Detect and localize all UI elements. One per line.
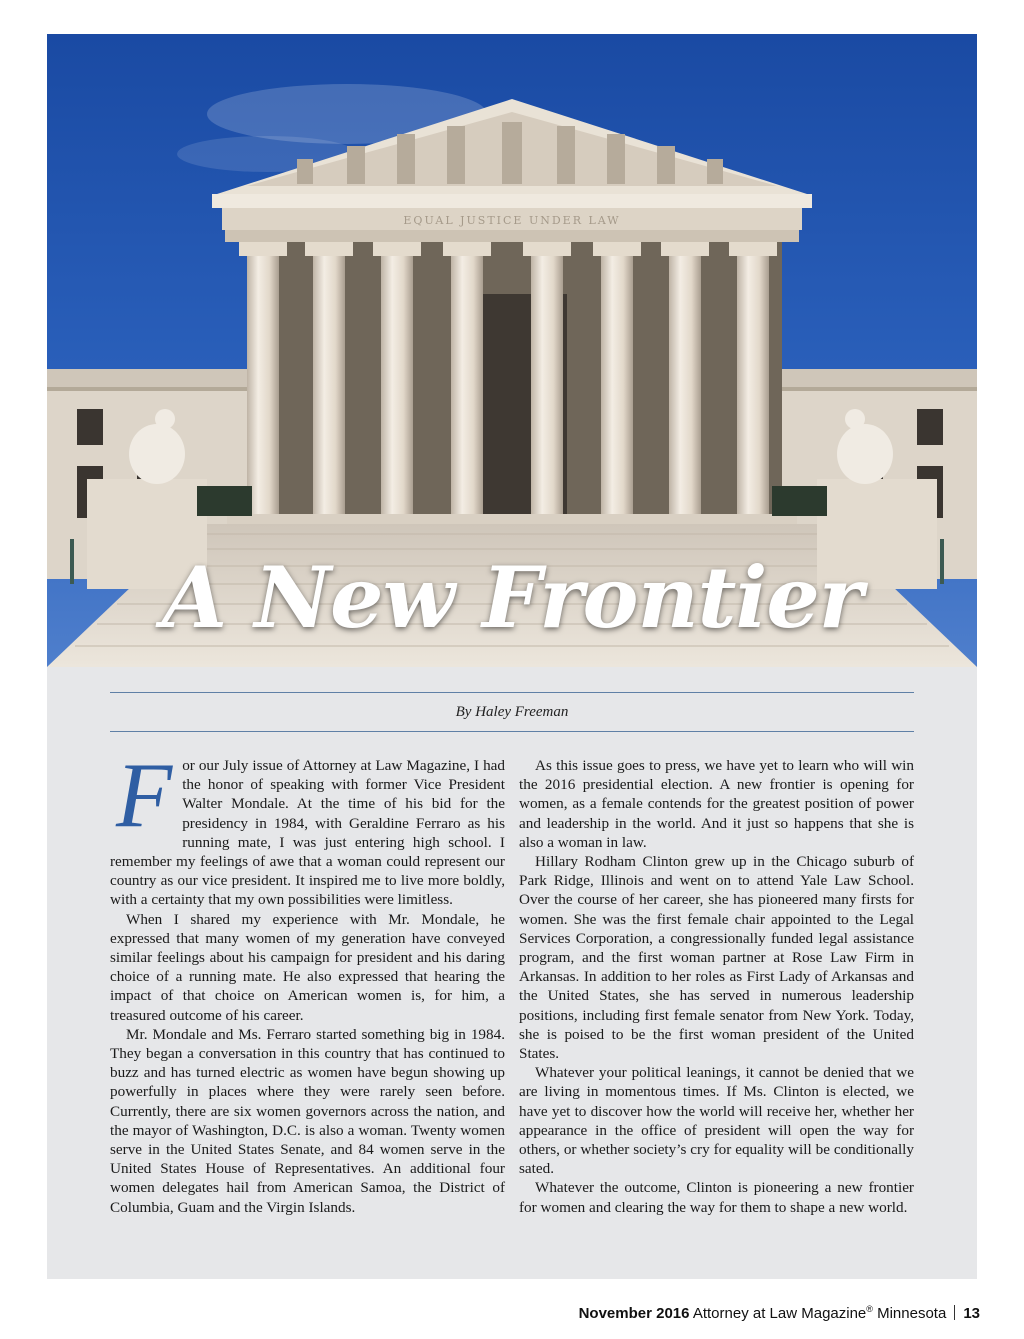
registered-mark: ® [866,1304,873,1314]
article-column-left [110,744,505,1217]
byline: By Haley Freeman [455,704,569,720]
article-paragraph: Whatever your political leanings, it cannot be denied that we are living in momentous times. If Ms. Clinton is elected, we have yet to discover how the world will receive her, whether her appearance in the office of president will open the way for others, or whether society’s cry for equality will be conditionally sated. [519,1064,914,1178]
drop-cap: F [116,744,173,846]
article-paragraph: Mr. Mondale and Ms. Ferraro started something big in 1984. They began a conversation in this country that has continued to buzz and has turned electric as women have begun showing up powerfully in places where they were rarely seen before. Currently, there are six women governors across the nation, and the mayor of Washington, D.C. is also a woman. Twenty women serve in the United States Senate, and 84 women serve in the United States House of Representatives. An additional four women delegates hail from American Samoa, the District of Columbia, Guam and the Virgin Islands. [110,1025,505,1216]
page-number: 13 [963,1305,980,1322]
article-title: A New Frontier [161,548,863,647]
byline-rule-top [110,692,914,693]
footer-region: Minnesota [877,1305,947,1322]
page-footer [579,1304,980,1322]
footer-divider [954,1305,955,1320]
article-paragraph: For our July issue of Attorney at Law Magazine, I had the honor of speaking with former Vice President Walter Mondale. At the time of his bid for the presidency in 1984, with Geraldine Ferraro as his running mate, I was just entering high school. I remember my feelings of awe that a woman could represent our country as our vice president. It inspired me to live more boldly, with a certainty that my own possibilities were limitless. [110,744,505,909]
article-paragraph: Hillary Rodham Clinton grew up in the Chicago suburb of Park Ridge, Illinois and went on to attend Yale Law School. Over the course of her career, she has pioneered many firsts for women. She was the first female chair appointed to the Legal Services Corporation, a congressionally funded legal assistance program, and the first woman partner at Rose Law Firm in Arkansas. In addition to her roles as First Lady of Arkansas and the United States, she has served in numerous leadership positions, including first female senator from New York. Today, she is poised to be the first woman president of the United States. [519,853,914,1063]
article-paragraph: When I shared my experience with Mr. Mondale, he expressed that many women of my generation have conveyed similar feelings about his campaign for president and his daring choice of a running mate. He also expressed that hearing the impact of that choice on American women is, for him, a treasured outcome of his career. [110,910,505,1024]
article-paragraph: Whatever the outcome, Clinton is pioneering a new frontier for women and clearing the way for them to shape a new world. [519,1179,914,1216]
byline-rule-bottom [110,731,914,732]
article-column-right [519,756,914,1217]
footer-magazine: Attorney at Law Magazine [692,1305,867,1322]
frieze-inscription: EQUAL JUSTICE UNDER LAW [403,214,621,227]
article-paragraph: As this issue goes to press, we have yet to learn who will win the 2016 presidential election. A new frontier is opening for women, as a female contends for the greatest position of power and leadership in the world. And it just so happens that she is also a woman in law. [519,757,914,851]
footer-date: November 2016 [578,1305,690,1322]
